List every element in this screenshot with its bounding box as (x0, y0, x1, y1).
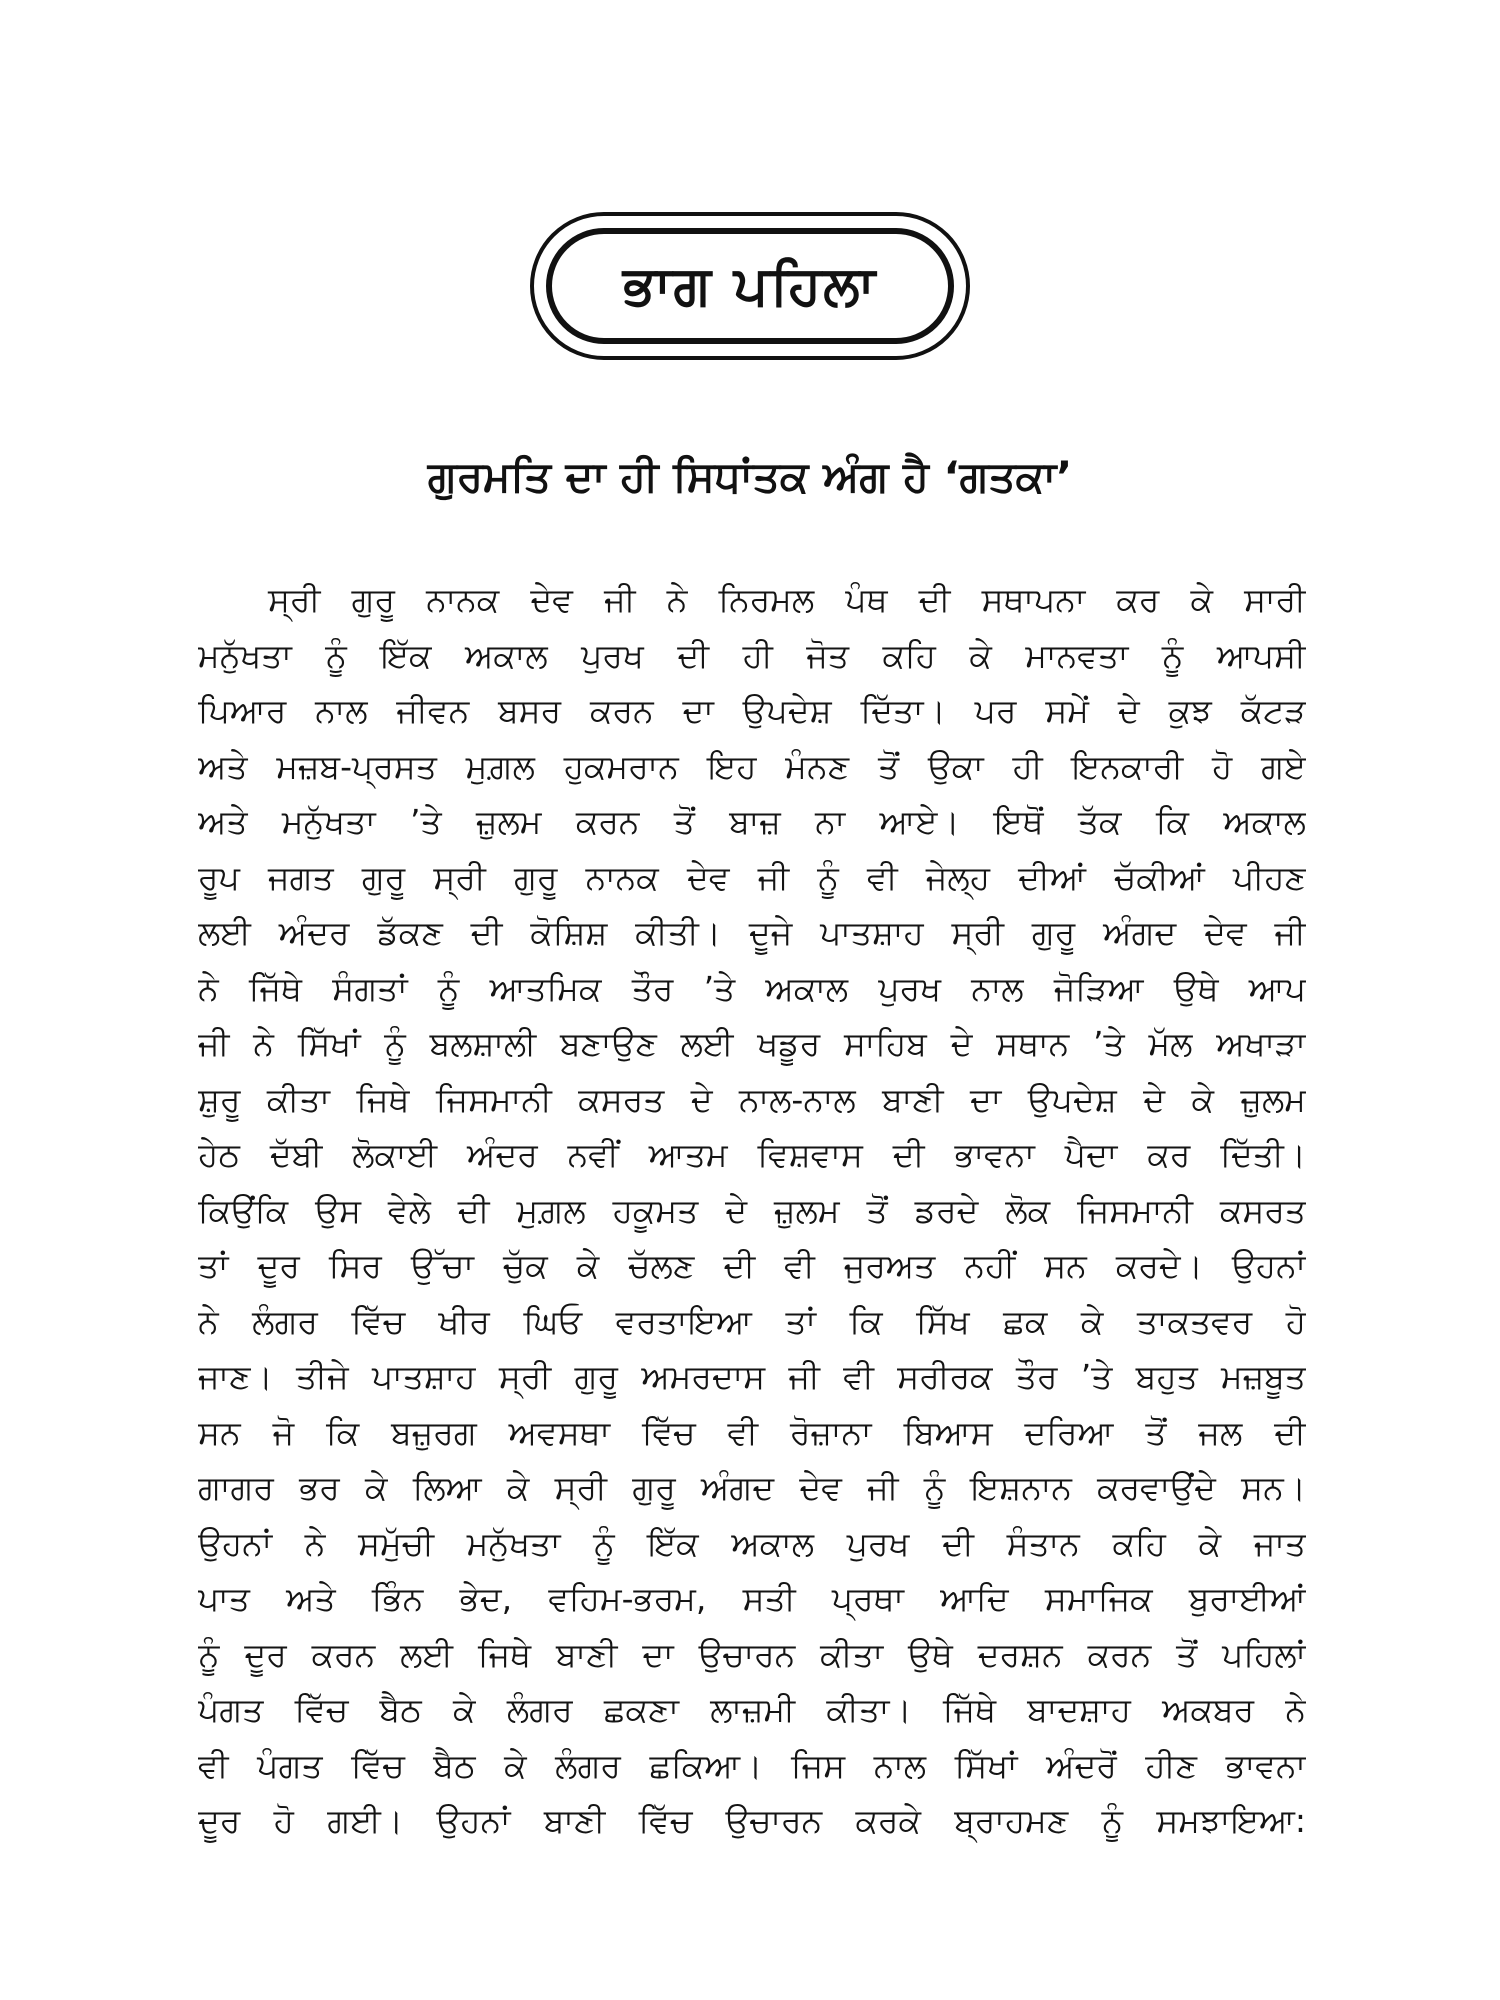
body-line: ਉਹਨਾਂ ਨੇ ਸਮੁੱਚੀ ਮਨੁੱਖਤਾ ਨੂੰ ਇੱਕ ਅਕਾਲ ਪੁਰਖ ਦੀ ਸੰਤਾਨ ਕਹਿ ਕੇ ਜਾਤ (198, 1523, 1306, 1563)
body-line: ਮਨੁੱਖਤਾ ਨੂੰ ਇੱਕ ਅਕਾਲ ਪੁਰਖ ਦੀ ਹੀ ਜੋਤ ਕਹਿ ਕੇ ਮਾਨਵਤਾ ਨੂੰ ਆਪਸੀ (198, 635, 1306, 675)
body-line: ਪਾਤ ਅਤੇ ਭਿੰਨ ਭੇਦ, ਵਹਿਮ-ਭਰਮ, ਸਤੀ ਪ੍ਰਥਾ ਆਦਿ ਸਮਾਜਿਕ ਬੁਰਾਈਆਂ (198, 1579, 1306, 1618)
body-line: ਰੂਪ ਜਗਤ ਗੁਰੂ ਸ੍ਰੀ ਗੁਰੂ ਨਾਨਕ ਦੇਵ ਜੀ ਨੂੰ ਵੀ ਜੇਲ੍ਹ ਦੀਆਂ ਚੱਕੀਆਂ ਪੀਹਣ (198, 857, 1306, 897)
body-line: ਕਿਉਂਕਿ ਉਸ ਵੇਲੇ ਦੀ ਮੁਗ਼ਲ ਹਕੂਮਤ ਦੇ ਜ਼ੁਲਮ ਤੋਂ ਡਰਦੇ ਲੋਕ ਜਿਸਮਾਨੀ ਕਸਰਤ (198, 1190, 1306, 1230)
body-line: ਅਤੇ ਮਨੁੱਖਤਾ ’ਤੇ ਜ਼ੁਲਮ ਕਰਨ ਤੋਂ ਬਾਜ਼ ਨਾ ਆਏ। ਇਥੋਂ ਤੱਕ ਕਿ ਅਕਾਲ (198, 802, 1306, 841)
body-line: ਦੂਰ ਹੋ ਗਈ। ਉਹਨਾਂ ਬਾਣੀ ਵਿੱਚ ਉਚਾਰਨ ਕਰਕੇ ਬ੍ਰਾਹਮਣ ਨੂੰ ਸਮਝਾਇਆ: (198, 1801, 1306, 1840)
body-line: ਨੂੰ ਦੂਰ ਕਰਨ ਲਈ ਜਿਥੇ ਬਾਣੀ ਦਾ ਉਚਾਰਨ ਕੀਤਾ ਉਥੇ ਦਰਸ਼ਨ ਕਰਨ ਤੋਂ ਪਹਿਲਾਂ (198, 1634, 1306, 1674)
body-line: ਅਤੇ ਮਜ਼ਬ-ਪ੍ਰਸਤ ਮੁਗ਼ਲ ਹੁਕਮਰਾਨ ਇਹ ਮੰਨਣ ਤੋਂ ਉਕਾ ਹੀ ਇਨਕਾਰੀ ਹੋ ਗਏ (198, 746, 1306, 786)
body-line: ਨੇ ਜਿੱਥੇ ਸੰਗਤਾਂ ਨੂੰ ਆਤਮਿਕ ਤੌਰ ’ਤੇ ਅਕਾਲ ਪੁਰਖ ਨਾਲ ਜੋੜਿਆ ਉਥੇ ਆਪ (198, 968, 1306, 1008)
body-line: ਜਾਣ। ਤੀਜੇ ਪਾਤਸ਼ਾਹ ਸ੍ਰੀ ਗੁਰੂ ਅਮਰਦਾਸ ਜੀ ਵੀ ਸਰੀਰਕ ਤੌਰ ’ਤੇ ਬਹੁਤ ਮਜ਼ਬੂਤ (198, 1357, 1306, 1396)
body-line: ਸਨ ਜੋ ਕਿ ਬਜ਼ੁਰਗ ਅਵਸਥਾ ਵਿੱਚ ਵੀ ਰੋਜ਼ਾਨਾ ਬਿਆਸ ਦਰਿਆ ਤੋਂ ਜਲ ਦੀ (198, 1412, 1306, 1452)
body-line: ਪਿਆਰ ਨਾਲ ਜੀਵਨ ਬਸਰ ਕਰਨ ਦਾ ਉਪਦੇਸ਼ ਦਿੱਤਾ। ਪਰ ਸਮੇਂ ਦੇ ਕੁਝ ਕੱਟੜ (198, 691, 1306, 730)
body-line: ਲਈ ਅੰਦਰ ਡੱਕਣ ਦੀ ਕੋਸ਼ਿਸ਼ ਕੀਤੀ। ਦੂਜੇ ਪਾਤਸ਼ਾਹ ਸ੍ਰੀ ਗੁਰੂ ਅੰਗਦ ਦੇਵ ਜੀ (198, 913, 1306, 952)
chapter-title: ਗੁਰਮਤਿ ਦਾ ਹੀ ਸਿਧਾਂਤਕ ਅੰਗ ਹੈ ‘ਗਤਕਾ’ (427, 452, 1073, 501)
body-line: ਤਾਂ ਦੂਰ ਸਿਰ ਉੱਚਾ ਚੁੱਕ ਕੇ ਚੱਲਣ ਦੀ ਵੀ ਜੁਰਅਤ ਨਹੀਂ ਸਨ ਕਰਦੇ। ਉਹਨਾਂ (198, 1246, 1306, 1285)
body-paragraph (198, 572, 1306, 1849)
body-line: ਸ੍ਰੀ ਗੁਰੂ ਨਾਨਕ ਦੇਵ ਜੀ ਨੇ ਨਿਰਮਲ ਪੰਥ ਦੀ ਸਥਾਪਨਾ ਕਰ ਕੇ ਸਾਰੀ (268, 580, 1306, 619)
body-line: ਨੇ ਲੰਗਰ ਵਿੱਚ ਖੀਰ ਘਿਓ ਵਰਤਾਇਆ ਤਾਂ ਕਿ ਸਿੱਖ ਛਕ ਕੇ ਤਾਕਤਵਰ ਹੋ (198, 1301, 1306, 1341)
body-line: ਪੰਗਤ ਵਿੱਚ ਬੈਠ ਕੇ ਲੰਗਰ ਛਕਣਾ ਲਾਜ਼ਮੀ ਕੀਤਾ। ਜਿੱਥੇ ਬਾਦਸ਼ਾਹ ਅਕਬਰ ਨੇ (198, 1690, 1306, 1729)
body-line: ਜੀ ਨੇ ਸਿੱਖਾਂ ਨੂੰ ਬਲਸ਼ਾਲੀ ਬਣਾਉਣ ਲਈ ਖਡੂਰ ਸਾਹਿਬ ਦੇ ਸਥਾਨ ’ਤੇ ਮੱਲ ਅਖਾੜਾ (198, 1024, 1306, 1063)
body-line: ਹੇਠ ਦੱਬੀ ਲੋਕਾਈ ਅੰਦਰ ਨਵੀਂ ਆਤਮ ਵਿਸ਼ਵਾਸ ਦੀ ਭਾਵਨਾ ਪੈਦਾ ਕਰ ਦਿੱਤੀ। (198, 1135, 1306, 1174)
part-heading-badge-inner (546, 228, 954, 344)
part-heading: ਭਾਗ ਪਹਿਲਾ (622, 254, 878, 317)
part-heading-badge (530, 212, 970, 360)
body-line: ਸ਼ੁਰੂ ਕੀਤਾ ਜਿਥੇ ਜਿਸਮਾਨੀ ਕਸਰਤ ਦੇ ਨਾਲ-ਨਾਲ ਬਾਣੀ ਦਾ ਉਪਦੇਸ਼ ਦੇ ਕੇ ਜ਼ੁਲਮ (198, 1079, 1306, 1119)
body-line: ਗਾਗਰ ਭਰ ਕੇ ਲਿਆ ਕੇ ਸ੍ਰੀ ਗੁਰੂ ਅੰਗਦ ਦੇਵ ਜੀ ਨੂੰ ਇਸ਼ਨਾਨ ਕਰਵਾਉਂਦੇ ਸਨ। (198, 1468, 1306, 1507)
body-line: ਵੀ ਪੰਗਤ ਵਿੱਚ ਬੈਠ ਕੇ ਲੰਗਰ ਛਕਿਆ। ਜਿਸ ਨਾਲ ਸਿੱਖਾਂ ਅੰਦਰੋਂ ਹੀਣ ਭਾਵਨਾ (198, 1745, 1306, 1785)
